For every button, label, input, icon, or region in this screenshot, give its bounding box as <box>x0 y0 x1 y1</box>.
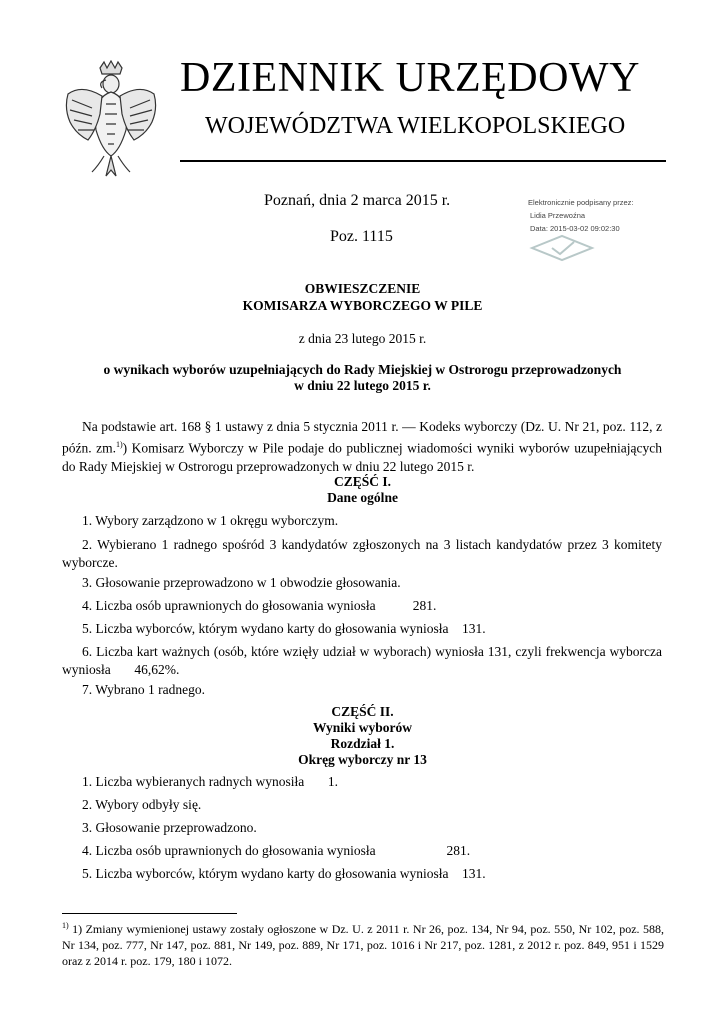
list-item: 4. Liczba osób uprawnionych do głosowania wyniosła 281. <box>82 843 471 858</box>
part2-subtitle: Wyniki wyborów <box>313 720 412 735</box>
doc-subject-1: o wynikach wyborów uzupełniających do Rady Miejskiej w Ostrorogu przeprowadzonych <box>103 362 622 377</box>
list-item: 2. Wybierano 1 radnego spośród 3 kandydatów zgłoszonych na 3 listach kandydatów przez 3 komitety wyborcze. <box>62 537 662 570</box>
journal-title: DZIENNIK URZĘDOWY <box>180 55 640 101</box>
doc-heading-1: OBWIESZCZENIE <box>304 281 421 296</box>
doc-subject-2: w dniu 22 lutego 2015 r. <box>294 378 431 393</box>
signature-line-3: Data: 2015-03-02 09:02:30 <box>530 224 620 233</box>
doc-heading-2: KOMISARZA WYBORCZEGO W PILE <box>242 298 483 313</box>
signature-check-icon <box>528 234 598 262</box>
list-item: 6. Liczba kart ważnych (osób, które wzięły udział w wyborach) wyniosła 131, czyli frekwencja wyborcza wyniosła 46,62%. <box>62 644 666 677</box>
list-item: 1. Liczba wybieranych radnych wynosiła 1. <box>82 774 339 789</box>
list-item: 1. Wybory zarządzono w 1 okręgu wyborczym. <box>82 513 339 528</box>
chapter-title: Rozdział 1. <box>330 736 395 751</box>
place-date: Poznań, dnia 2 marca 2015 r. <box>264 192 451 209</box>
footnote-text: 1) Zmiany wymienionej ustawy zostały ogłoszone w Dz. U. z 2011 r. Nr 26, poz. 134, Nr 94, poz. 550, Nr 102, poz. 588, Nr 134, poz. 777, Nr 147, poz. 881, Nr 149, poz. 889, Nr 171, poz. 1016 i Nr 217, poz. 1281, z 2012 r. poz. 849, 951 i 1529 oraz z 2014 r. poz. 179, 180 i 1072. <box>62 922 664 968</box>
list-item: 7. Wybrano 1 radnego. <box>82 682 206 697</box>
journal-subtitle: WOJEWÓDZTWA WIELKOPOLSKIEGO <box>205 113 626 139</box>
doc-date: z dnia 23 lutego 2015 r. <box>298 331 427 346</box>
polish-eagle-emblem <box>62 60 160 178</box>
header-divider <box>180 160 666 162</box>
signature-line-1: Elektronicznie podpisany przez: <box>528 198 634 207</box>
position-number: Poz. 1115 <box>330 228 393 245</box>
footnote-marker: 1) <box>62 921 69 930</box>
footnote <box>62 918 664 969</box>
district-title: Okręg wyborczy nr 13 <box>298 752 427 767</box>
part2-title: CZĘŚĆ II. <box>331 704 394 719</box>
list-item: 4. Liczba osób uprawnionych do głosowania wyniosła 281. <box>82 598 437 613</box>
intro-text-b: ) Komisarz Wyborczy w Pile podaje do publicznej wiadomości wyniki wyborów uzupełniających do Rady Miejskiej w Ostrorogu przeprowadzonych w dniu 22 lutego 2015 r. <box>62 440 662 474</box>
list-item: 5. Liczba wyborców, którym wydano karty do głosowania wyniosła 131. <box>82 866 486 881</box>
list-item: 5. Liczba wyborców, którym wydano karty do głosowania wyniosła 131. <box>82 621 486 636</box>
signature-line-2: Lidia Przewoźna <box>530 211 586 220</box>
intro-text-a: Na podstawie art. 168 § 1 ustawy z dnia 5 stycznia 2011 r. — Kodeks wyborczy (Dz. U. Nr 21, poz. 112, z późn. zm. <box>62 419 662 456</box>
part1-title: CZĘŚĆ I. <box>333 474 392 489</box>
intro-paragraph <box>62 418 662 476</box>
list-item: 3. Głosowanie przeprowadzono. <box>82 820 257 835</box>
list-item: 2. Wybory odbyły się. <box>82 797 202 812</box>
part1-subtitle: Dane ogólne <box>327 490 398 505</box>
footnote-divider <box>62 913 237 914</box>
list-item: 3. Głosowanie przeprowadzono w 1 obwodzie głosowania. <box>82 575 401 590</box>
electronic-signature <box>528 196 658 235</box>
footnote-ref: 1) <box>115 440 123 449</box>
